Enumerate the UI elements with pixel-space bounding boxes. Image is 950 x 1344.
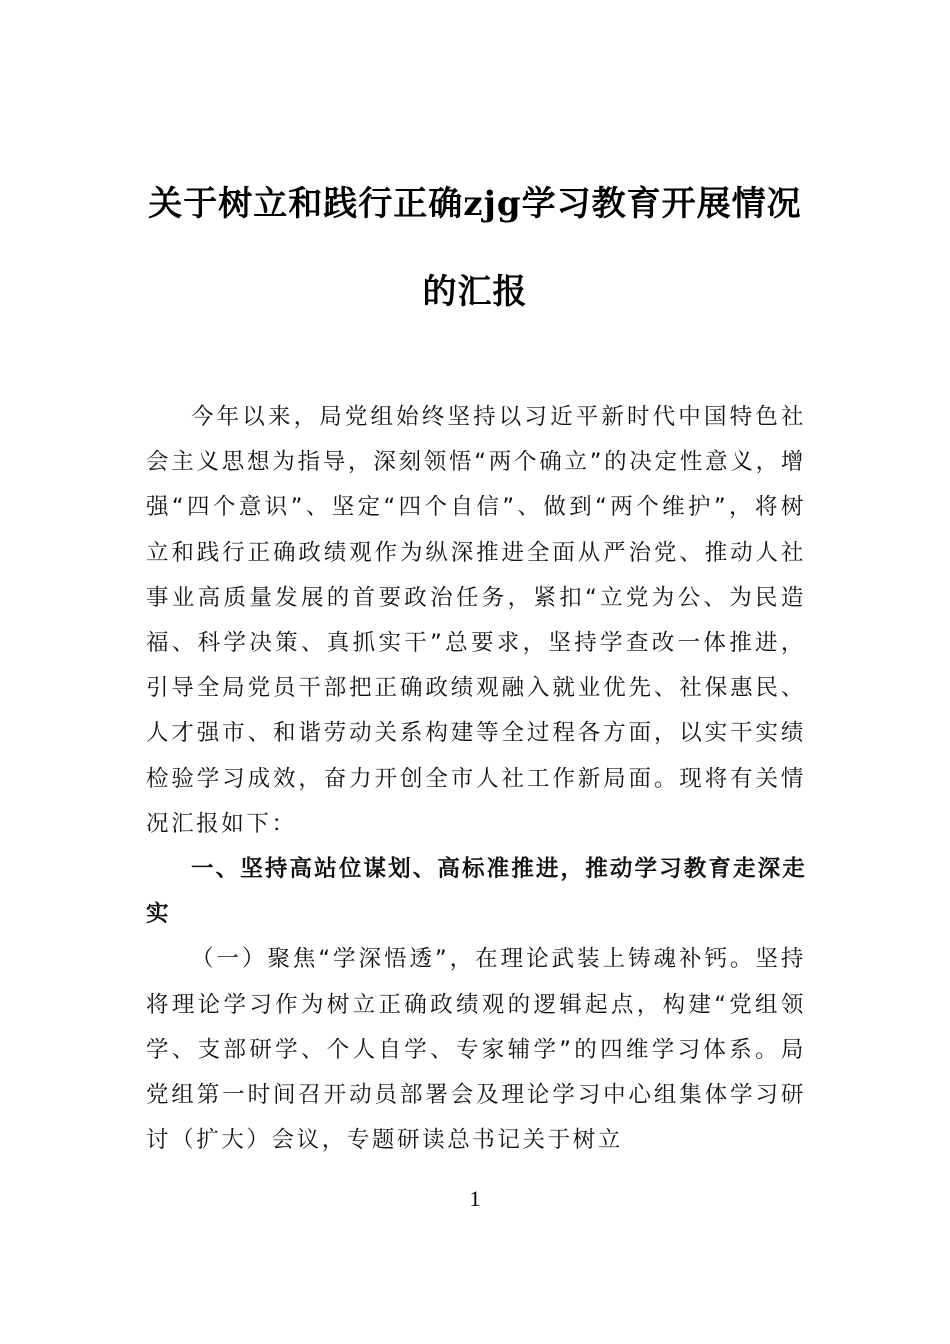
subsection-lead-1: （一）聚焦“学深悟透”，在理论武装上铸魂补钙。 bbox=[191, 946, 756, 973]
subsection-paragraph-1 bbox=[146, 937, 806, 1163]
section-heading-1: 一、坚持高站位谋划、高标准推进，推动学习教育走深走实 bbox=[146, 856, 806, 928]
title-line-2: 的汇报 bbox=[422, 272, 528, 312]
title-line-1: 关于树立和践行正确zjg学习教育开展情况 bbox=[148, 184, 802, 224]
document-body bbox=[146, 395, 806, 1163]
document-title bbox=[110, 160, 840, 336]
subsection-text-1: 坚持将理论学习作为树立正确政绩观的逻辑起点，构建“党组领学、支部研学、个人自学、专家辅学”的四维学习体系。局党组第一时间召开动员部署会及理论学习中心组集体学习研讨（扩大）会议，专题研读总书记关于树立 bbox=[146, 946, 806, 1154]
intro-paragraph: 今年以来，局党组始终坚持以习近平新时代中国特色社会主义思想为指导，深刻领悟“两个确立”的决定性意义，增强“四个意识”、坚定“四个自信”、做到“两个维护”，将树立和践行正确政绩观作为纵深推进全面从严治党、推动人社事业高质量发展的首要政治任务，紧扣“立党为公、为民造福、科学决策、真抓实干”总要求，坚持学查改一体推进，引导全局党员干部把正确政绩观融入就业优先、社保惠民、人才强市、和谐劳动关系构建等全过程各方面，以实干实绩检验学习成效，奋力开创全市人社工作新局面。现将有关情况汇报如下： bbox=[146, 404, 806, 837]
page-number: 1 bbox=[469, 1186, 481, 1211]
